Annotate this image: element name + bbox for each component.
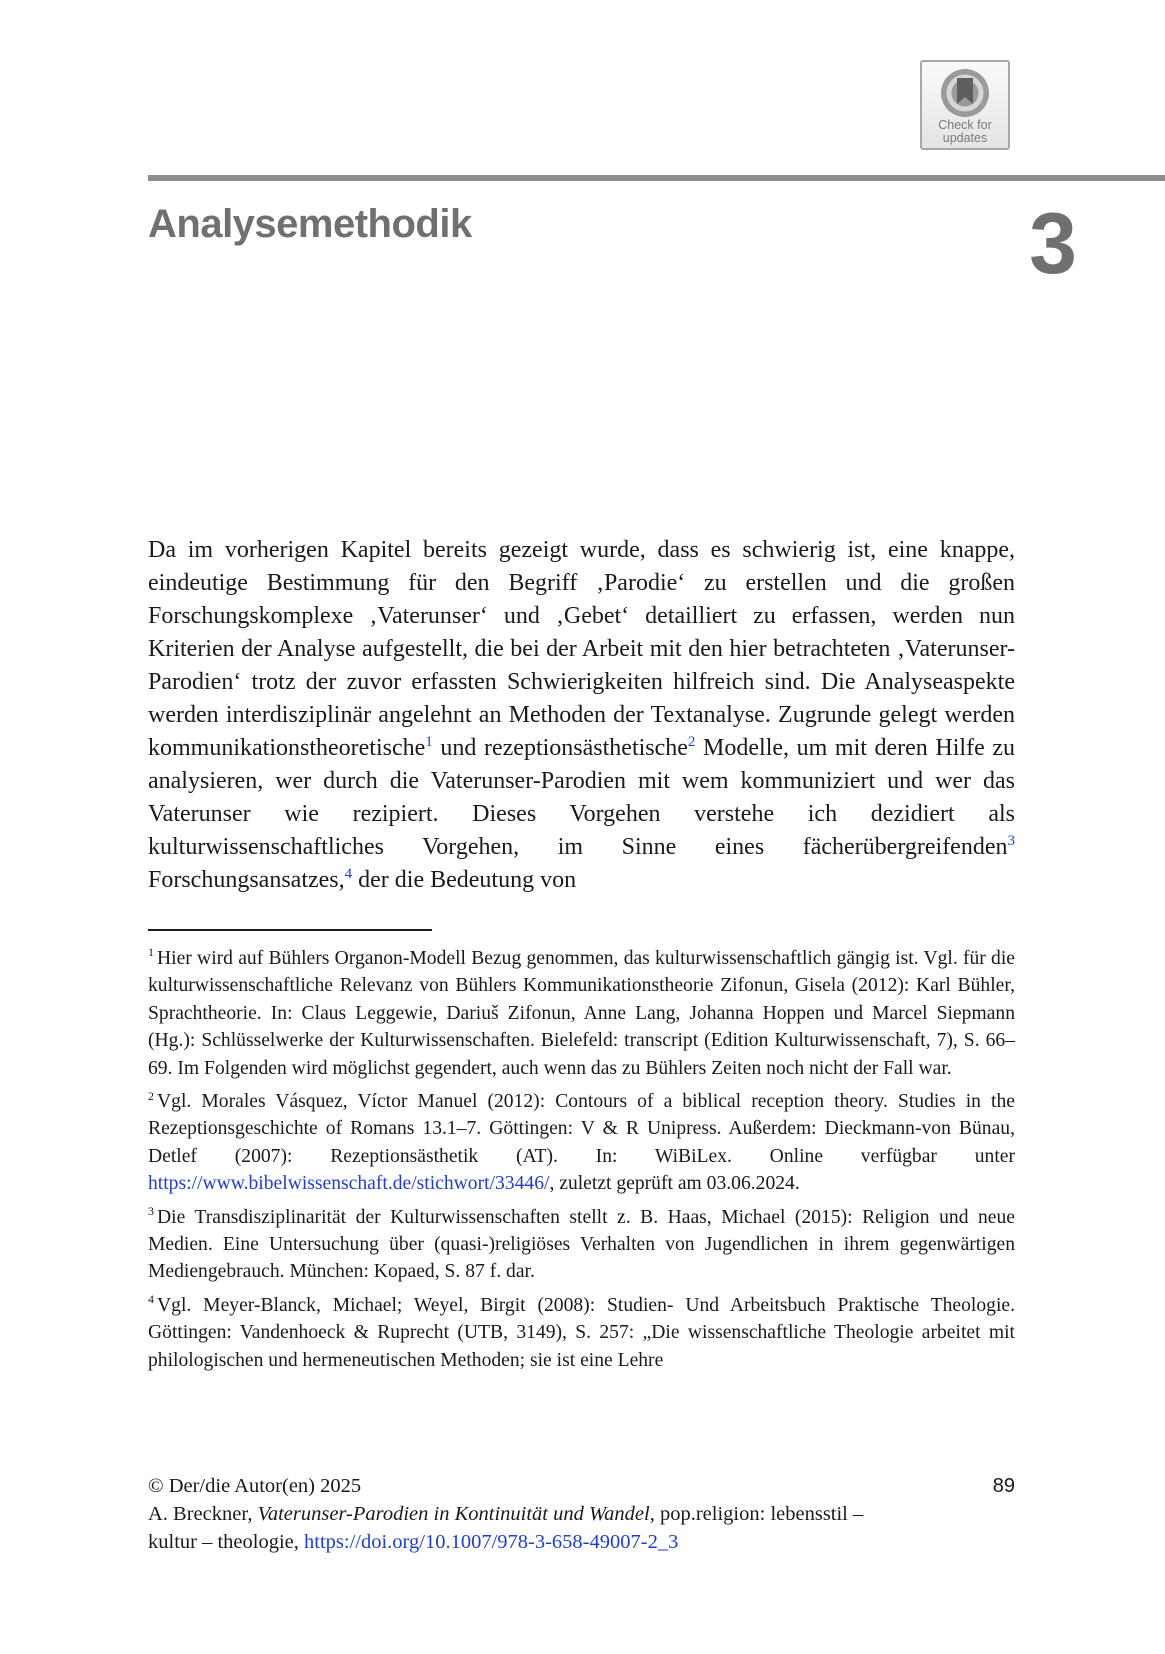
footnote-3 (148, 1204, 1015, 1286)
citation-book-title: Vaterunser-Parodien in Kontinuität und Wandel (257, 1503, 650, 1525)
footnote-text: Die Transdisziplinarität der Kulturwissenschaften stellt z. B. Haas, Michael (2015): Religion und neue Medien. Eine Untersuchung über (quasi-)religiöses Verhalten von Jugendlichen in ihrem gegenwärtigen Mediengebrauch. München: Kopaed, S. 87 f. dar. (148, 1206, 1015, 1283)
body-paragraph (148, 534, 1015, 897)
copyright: © Der/die Autor(en) 2025 (148, 1475, 362, 1497)
footnote-1 (148, 945, 1015, 1082)
bookmark-circle-icon (938, 66, 992, 120)
footnote-text: Vgl. Meyer-Blanck, Michael; Weyel, Birgit (2008): Studien- Und Arbeitsbuch Praktische Theologie. Göttingen: Vandenhoeck & Ruprecht (UTB, 3149), S. 257: „Die wissenschaftliche Theologie arbeitet mit philologischen und hermeneutischen Methoden; sie ist eine Lehre (148, 1294, 1015, 1371)
body-text-3: Modelle, um mit deren Hilfe zu analysieren, wer durch die Vaterunser-Parodien mit wem kommuniziert und wer das Vaterunser wie rezipiert. Dieses Vorgehen verstehe ich dezidiert als kulturwissenschaftliches Vorgehen, im Sinne eines fächerübergreifenden (148, 735, 1015, 860)
footnote-2 (148, 1088, 1015, 1198)
footnotes (148, 945, 1015, 1380)
badge-label: Check for updates (938, 118, 992, 145)
footnote-number: 2 (148, 1088, 154, 1103)
footnote-text: Hier wird auf Bühlers Organon-Modell Bezug genommen, das kulturwissenschaftlich gängig ist. Vgl. für die kulturwissenschaftliche Relevanz von Bühlers Kommunikationstheorie Zifonun, Gisela (2012): Karl Bühler, Sprachtheorie. In: Claus Leggewie, Dariuš Zifonun, Anne Lang, Johanna Hoppen und Marcel Siepmann (Hg.): Schlüsselwerke der Kulturwissenschaften. Bielefeld: transcript (Edition Kulturwissenschaft, 7), S. 66–69. Im Folgenden wird möglichst gegendert, auch wenn das zu Bühlers Zeiten noch nicht der Fall war. (148, 948, 1015, 1079)
footnote-separator (148, 929, 432, 931)
chapter-rule (148, 175, 1165, 181)
body-text-2: und rezeptionsästhetische (432, 735, 688, 761)
footnote-ref-2[interactable]: 2 (687, 734, 696, 750)
footnote-number: 4 (148, 1292, 154, 1307)
footnote-ref-3[interactable]: 3 (1007, 833, 1015, 849)
footnote-number: 1 (148, 945, 154, 960)
footnote-text: , zuletzt geprüft am 03.06.2024. (549, 1173, 800, 1195)
footer-citation (148, 1472, 908, 1556)
citation-series: , pop.religion: lebensstil – kultur – theologie, (148, 1503, 864, 1553)
chapter-number: 3 (1029, 196, 1077, 292)
body-text-5: der die Bedeutung von (352, 867, 577, 893)
citation-author: A. Breckner, (148, 1503, 258, 1525)
check-for-updates-badge[interactable] (920, 60, 1010, 150)
footnote-link-wibilex[interactable]: https://www.bibelwissenschaft.de/stichwort/33446/ (148, 1173, 550, 1195)
chapter-title: Analysemethodik (148, 202, 472, 246)
footnote-ref-4[interactable]: 4 (344, 866, 353, 882)
doi-link[interactable]: https://doi.org/10.1007/978-3-658-49007-2_3 (304, 1531, 679, 1553)
body-text-4: Forschungsansatzes, (148, 867, 345, 893)
footnote-ref-1[interactable]: 1 (425, 734, 433, 750)
citation (148, 1500, 908, 1556)
footnote-text: Vgl. Morales Vásquez, Víctor Manuel (2012): Contours of a biblical reception theory. Studies in the Rezeptionsgeschichte of Romans 13.1–7. Göttingen: V & R Unipress. Außerdem: Dieckmann-von Bünau, Detlef (2007): Rezeptionsästhetik (AT). In: WiBiLex. Online verfügbar unter (148, 1091, 1015, 1167)
footnote-number: 3 (148, 1204, 154, 1219)
body-text-1: Da im vorherigen Kapitel bereits gezeigt wurde, dass es schwierig ist, eine knappe, eindeutige Bestimmung für den Begriff ‚Parodie‘ zu erstellen und die großen Forschungskomplexe ‚Vaterunser‘ und ‚Gebet‘ detailliert zu erfassen, werden nun Kriterien der Analyse aufgestellt, die bei der Arbeit mit den hier betrachteten ‚Vaterunser-Parodien‘ trotz der zuvor erfassten Schwierigkeiten hilfreich sind. Die Analyseaspekte werden interdisziplinär angelehnt an Methoden der Textanalyse. Zugrunde gelegt werden kommunikationstheoretische (148, 537, 1015, 761)
footnote-4 (148, 1292, 1015, 1374)
page-number: 89 (992, 1475, 1015, 1497)
